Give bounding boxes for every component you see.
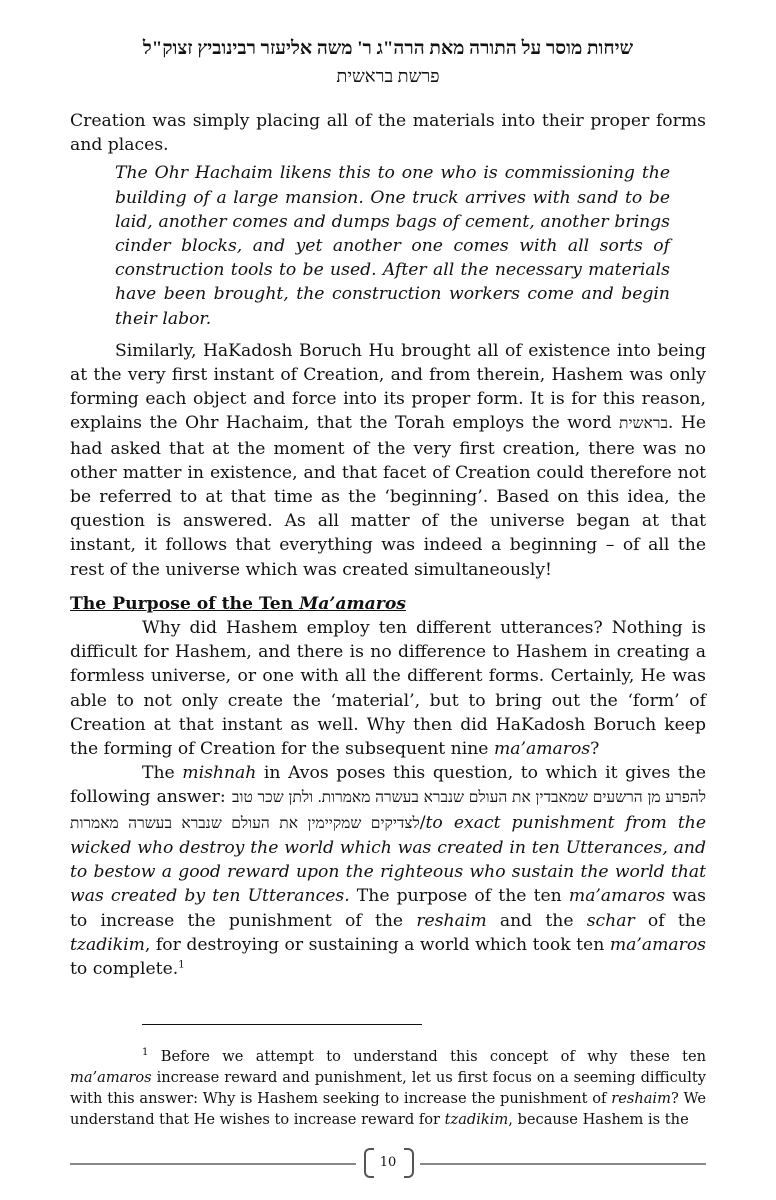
mishnah-translation: to exact punishment from the wicked who destroy the world which was created in ten Utterances, and to bestow a good reward upon the righteous who sustain the world that was created by ten Utterances. — [70, 812, 706, 907]
paragraph-2-text-b: . He had asked that at the moment of the very first creation, there was no other matter in existence, and that facet of Creation could therefore not be referred to at that time as the ‘beginning’. Based on this idea, the question is answered. As all matter of the universe began at that instant, it follows that everything was indeed a beginning – of all the rest of the universe which was created simultaneously! — [70, 413, 706, 580]
section-heading — [70, 592, 706, 616]
footnote-text-f: tzadikim — [444, 1111, 509, 1128]
page-footer — [70, 1148, 706, 1178]
paragraph-4-e: was to increase the punishment of the — [70, 886, 707, 931]
paragraph-2 — [70, 339, 706, 582]
hebrew-bereishis: בראשית — [619, 415, 668, 433]
paragraph-4-mid: in Avos poses this question, to which it gives the following answer: — [70, 763, 706, 808]
footnote-text-d: reshaim — [611, 1090, 671, 1107]
hebrew-mishnah-quote: להפרע מן הרשעים שמאבדין את העולם שנברא בעשרה מאמרות. ולתן שכר טוב לצדיקים שמקיימין את העולם שנברא בעשרה מאמרות — [70, 789, 706, 832]
paragraph-1: Creation was simply placing all of the materials into their proper forms and places. — [70, 111, 706, 156]
footnote-text-e: ? We understand that He wishes to increase reward for — [70, 1090, 706, 1128]
paragraph-3 — [70, 616, 706, 761]
paragraph-4-g: and the — [486, 910, 587, 931]
paragraph-4-pre: The — [142, 763, 183, 784]
section-heading-italic: Ma’amaros — [299, 593, 406, 614]
paragraph-4-h: schar — [586, 910, 635, 931]
paragraph-3-end: ? — [590, 739, 600, 760]
running-header-title: שיחות מוסר על התורה מאת הרה"ג ר' משה אליעזר רבינוביץ זצוק"ל — [142, 38, 634, 59]
paragraph-4-i: of the — [634, 910, 706, 931]
page-number: 10 — [379, 1155, 397, 1170]
footer-rule-right — [420, 1163, 706, 1165]
paragraph-4-l: ma’amaros — [609, 934, 706, 955]
paragraph-3-text: Why did Hashem employ ten different utterances? Nothing is difficult for Hashem, and there is no difference to Hashem in creating a formless universe, or one with all the different forms. Certainly, He was able to not only create the ‘material’, but to bring out the ‘form’ of Creation at that instant as well. Why then did HaKadosh Boruch keep the forming of Creation for the subsequent nine — [70, 618, 706, 760]
footnote-text-a: Before we attempt to understand this concept of why these ten — [148, 1048, 706, 1065]
footer-rule-left — [70, 1163, 356, 1165]
footnote-reference[interactable]: 1 — [178, 959, 185, 971]
running-header-parsha: פרשת בראשית — [336, 66, 440, 86]
paragraph-4-f: reshaim — [416, 910, 487, 931]
ohr-hachaim-quote: The Ohr Hachaim likens this to one who is commissioning the building of a large mansion. One truck arrives with sand to be laid, another comes and dumps bags of cement, another brings cinder blocks, and yet another one comes with all sorts of construction tools to be used. After all the necessary materials have been brought, the construction workers come and begin their labor. — [115, 163, 670, 329]
footnote-divider — [142, 1024, 422, 1025]
paragraph-4 — [70, 761, 706, 981]
paragraph-3-italic: ma’amaros — [493, 739, 591, 760]
paragraph-4-mishnah: mishnah — [182, 763, 257, 784]
page-content — [70, 30, 706, 981]
footnote-text-b: ma’amaros — [70, 1069, 152, 1086]
paragraph-2-text-a: Similarly, HaKadosh Boruch Hu brought all of existence into being at the very first instant of Creation, and from therein, Hashem was only forming each object and force into its proper form. It is for this reason, explains the Ohr Hachaim, that the Torah employs the word — [70, 340, 706, 434]
footnote-number: 1 — [142, 1047, 149, 1059]
paragraph-4-m: to complete. — [70, 958, 179, 979]
paragraph-4-c: The purpose of the ten — [349, 886, 569, 907]
paragraph-4-j: tzadikim — [70, 934, 145, 955]
footnote-text-c: increase reward and punishment, let us first focus on a seeming difficulty with this answer: Why is Hashem seeking to increase the punishment of — [70, 1069, 706, 1107]
paragraph-4-k: , for destroying or sustaining a world which took ten — [144, 934, 610, 955]
paragraph-4-d: ma’amaros — [568, 886, 666, 907]
footnote-1 — [70, 1046, 706, 1130]
section-heading-text: The Purpose of the Ten — [70, 593, 300, 614]
paragraph-4-slash: / — [419, 812, 426, 833]
footnote-text-g: , because Hashem is the — [508, 1111, 689, 1128]
